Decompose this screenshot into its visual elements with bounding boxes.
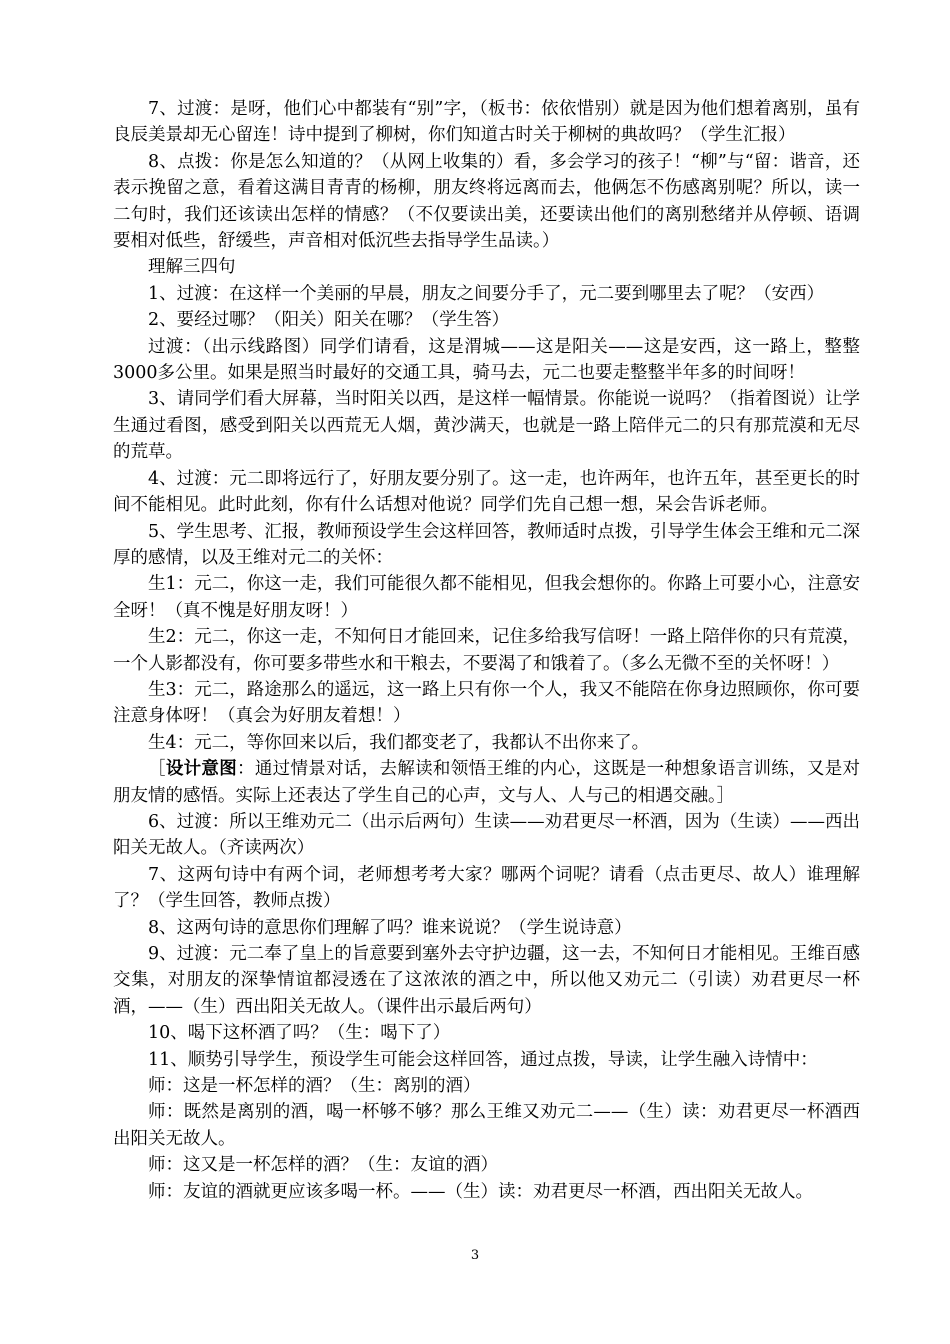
paragraph: 7、这两句诗中有两个词，老师想考考大家？哪两个词呢？请看（点击更尽、故人）谁理解了？（学生回答，教师点拨） [113, 864, 860, 912]
paragraph: 5、学生思考、汇报，教师预设学生会这样回答，教师适时点拨，引导学生体会王维和元二深厚的感情，以及王维对元二的关怀： [113, 521, 860, 568]
paragraph: 生2：元二，你这一走，不知何日才能回来，记住多给我写信呀！一路上陪伴你的只有荒漠，一个人影都没有，你可要多带些水和干粮去，不要渴了和饿着了。（多么无微不至的关怀呀！） [113, 627, 860, 674]
design-intent-open: ［ [148, 759, 166, 780]
design-intent-note [113, 756, 860, 809]
section-heading: 理解三四句 [148, 257, 236, 278]
paragraph: 生4：元二，等你回来以后，我们都变老了，我都认不出你来了。 [148, 732, 650, 753]
page-number: 3 [470, 1248, 480, 1263]
paragraph: 9、过渡：元二奉了皇上的旨意要到塞外去守护边疆，这一去，不知何日才能相见。王维百感交集，对朋友的深挚情谊都浸透在了这浓浓的酒之中，所以他又劝元二（引读）劝君更尽一杯酒，——（生）西出阳关无故人。（课件出示最后两句） [113, 944, 860, 1017]
paragraph: 8、这两句诗的意思你们理解了吗？谁来说说？（学生说诗意） [148, 917, 632, 938]
paragraph: 1、过渡：在这样一个美丽的早晨，朋友之间要分手了，元二要到哪里去了呢？（安西） [148, 283, 825, 304]
design-intent-label: 设计意图 [165, 759, 238, 780]
paragraph: 师：友谊的酒就更应该多喝一杯。——（生）读：劝君更尽一杯酒，西出阳关无故人。 [148, 1181, 813, 1202]
paragraph: 师：这是一杯怎样的酒？（生：离别的酒） [148, 1076, 481, 1097]
paragraph: 生1：元二，你这一走，我们可能很久都不能相见，但我会想你的。你路上可要小心，注意安全呀！（真不愧是好朋友呀！） [113, 574, 860, 621]
document-body [113, 96, 860, 1205]
paragraph: 11、顺势引导学生，预设学生可能会这样回答，通过点拨，导读，让学生融入诗情中： [148, 1049, 818, 1070]
paragraph: 6、过渡：所以王维劝元二（出示后两句）生读——劝君更尽一杯酒，因为（生读）——西出阳关无故人。（齐读两次） [113, 811, 860, 859]
paragraph: 师：这又是一杯怎样的酒？（生：友谊的酒） [148, 1155, 498, 1176]
paragraph: 2、要经过哪？（阳关）阳关在哪？（学生答） [148, 310, 510, 331]
paragraph: 过渡：（出示线路图）同学们请看，这是渭城——这是阳关——这是安西，这一路上，整整3000多公里。如果是照当时最好的交通工具，骑马去，元二也要走整整半年多的时间呀！ [113, 336, 860, 384]
paragraph: 师：既然是离别的酒，喝一杯够不够？那么王维又劝元二——（生）读：劝君更尽一杯酒西出阳关无故人。 [113, 1102, 860, 1149]
paragraph: 7、过渡：是呀，他们心中都装有“别”字，（板书：依依惜别）就是因为他们想着离别，虽有良辰美景却无心留连！诗中提到了柳树，你们知道古时关于柳树的典故吗？（学生汇报） [113, 99, 860, 146]
paragraph: 4、过渡：元二即将远行了，好朋友要分别了。这一走，也许两年，也许五年，甚至更长的时间不能相见。此时此刻，你有什么话想对他说？同学们先自己想一想，呆会告诉老师。 [113, 468, 860, 516]
paragraph: 8、点拨：你是怎么知道的？（从网上收集的）看，多会学习的孩子！“柳”与“留：谐音，还表示挽留之意，看着这满目青青的杨柳，朋友终将远离而去，他俩怎不伤感离别呢？所以，读一二句时，我们还该读出怎样的情感？（不仅要读出美，还要读出他们的离别愁绪并从停顿、语调要相对低些，舒缓些，声音相对低沉些去指导学生品读。） [113, 151, 860, 252]
paragraph: 3、请同学们看大屏幕，当时阳关以西，是这样一幅情景。你能说一说吗？（指着图说）让学生通过看图，感受到阳关以西荒无人烟，黄沙满天，也就是一路上陪伴元二的只有那荒漠和无尽的荒草。 [113, 389, 860, 463]
design-intent-text: ：通过情景对话，去解读和领悟王维的内心，这既是一种想象语言训练，又是对朋友情的感悟。实际上还表达了学生自己的心声，文与人、人与己的相遇交融。］ [113, 759, 861, 806]
paragraph: 10、喝下这杯酒了吗？（生：喝下了） [148, 1023, 451, 1044]
paragraph: 生3：元二，路途那么的遥远，这一路上只有你一个人，我又不能陪在你身边照顾你，你可要注意身体呀！（真会为好朋友着想！） [113, 679, 860, 727]
